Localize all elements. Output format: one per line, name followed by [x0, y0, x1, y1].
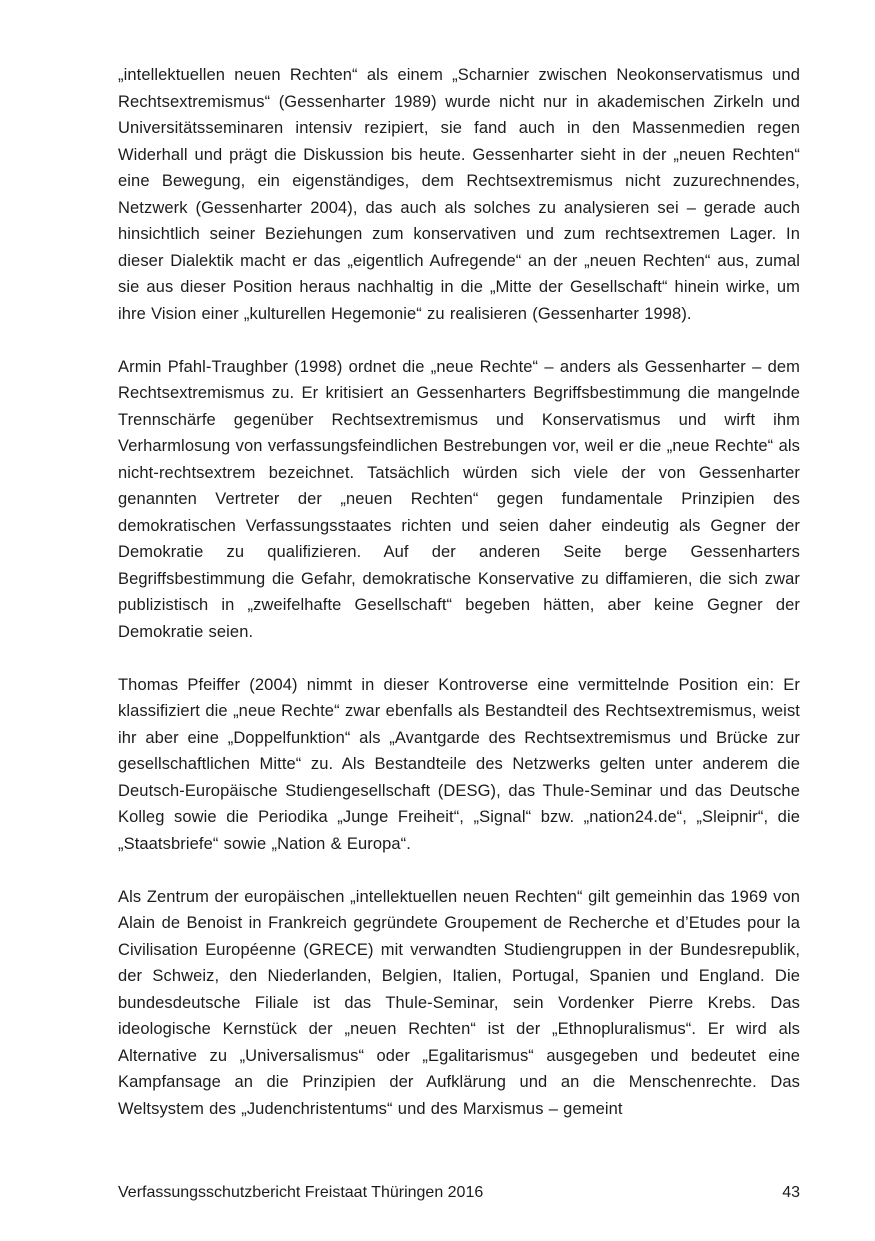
paragraph: Als Zentrum der europäischen „intellektuellen neuen Rechten“ gilt gemeinhin das 1969 von Alain de Benoist in Frankreich gegründete Groupement de Recherche et d’Etudes pour la Civilisation Européenne (GRECE) mit verwandten Studiengruppen in der Bundesrepublik, der Schweiz, den Niederlanden, Belgien, Italien, Portugal, Spanien und England. Die bundesdeutsche Filiale ist das Thule-Seminar, sein Vordenker Pierre Krebs. Das ideologische Kernstück der „neuen Rechten“ ist der „Ethnopluralismus“. Er wird als Alternative zu „Universalismus“ oder „Egalitarismus“ ausgegeben und bedeutet eine Kampfansage an die Prinzipien der Aufklärung und an die Menschenrechte. Das Weltsystem des „Judenchristentums“ und des Marxismus – gemeint [118, 887, 800, 1118]
paragraph: Armin Pfahl-Traughber (1998) ordnet die „neue Rechte“ – anders als Gessenharter – dem Rechtsextremismus zu. Er kritisiert an Gessenharters Begriffsbestimmung die mangelnde Trennschärfe gegenüber Rechtsextremismus und Konservatismus und wirft ihm Verharmlosung von verfassungsfeindlichen Bestrebungen vor, weil er die „neue Rechte“ als nicht-rechtsextrem bezeichnet. Tatsächlich würden sich viele der von Gessenharter genannten Vertreter der „neuen Rechten“ gegen fundamentale Prinzipien des demokratischen Verfassungsstaates richten und seien daher eindeutig als Gegner der Demokratie zu qualifizieren. Auf der anderen Seite berge Gessenharters Begriffsbestimmung die Gefahr, demokratische Konservative zu diffamieren, die sich zwar publizistisch in „zweifelhafte Gesellschaft“ begeben hätten, aber keine Gegner der Demokratie seien. [118, 357, 800, 641]
page-number: 43 [782, 1184, 800, 1201]
footer-report-title: Verfassungsschutzbericht Freistaat Thüringen 2016 [118, 1184, 484, 1201]
paragraph: „intellektuellen neuen Rechten“ als einem „Scharnier zwischen Neokonservatismus und Rechtsextremismus“ (Gessenharter 1989) wurde nicht nur in akademischen Zirkeln und Universitätsseminaren intensiv rezipiert, sie fand auch in den Massenmedien regen Widerhall und prägt die Diskussion bis heute. Gessenharter sieht in der „neuen Rechten“ eine Bewegung, ein eigenständiges, dem Rechtsextremismus nicht zuzurechnendes, Netzwerk (Gessenharter 2004), das auch als solches zu analysieren sei – gerade auch hinsichtlich seiner Beziehungen zum konservativen und zum rechtsextremen Lager. In dieser Dialektik macht er das „eigentlich Aufregende“ an der „neuen Rechten“ aus, zumal sie aus dieser Position heraus nachhaltig in die „Mitte der Gesellschaft“ hinein wirke, um ihre Vision einer „kulturellen Hegemonie“ zu realisieren (Gessenharter 1998). [118, 66, 800, 323]
page-footer [118, 1183, 800, 1203]
body-text [118, 62, 800, 1122]
paragraph: Thomas Pfeiffer (2004) nimmt in dieser Kontroverse eine vermittelnde Position ein: Er klassifiziert die „neue Rechte“ zwar ebenfalls als Bestandteil des Rechtsextremismus, weist ihr aber eine „Doppelfunktion“ als „Avantgarde des Rechtsextremismus und Brücke zur gesellschaftlichen Mitte“ zu. Als Bestandteile des Netzwerks gelten unter anderem die Deutsch-Europäische Studiengesellschaft (DESG), das Thule-Seminar und das Deutsche Kolleg sowie die Periodika „Junge Freiheit“, „Signal“ bzw. „nation24.de“, „Sleipnir“, die „Staatsbriefe“ sowie „Nation & Europa“. [118, 675, 800, 853]
